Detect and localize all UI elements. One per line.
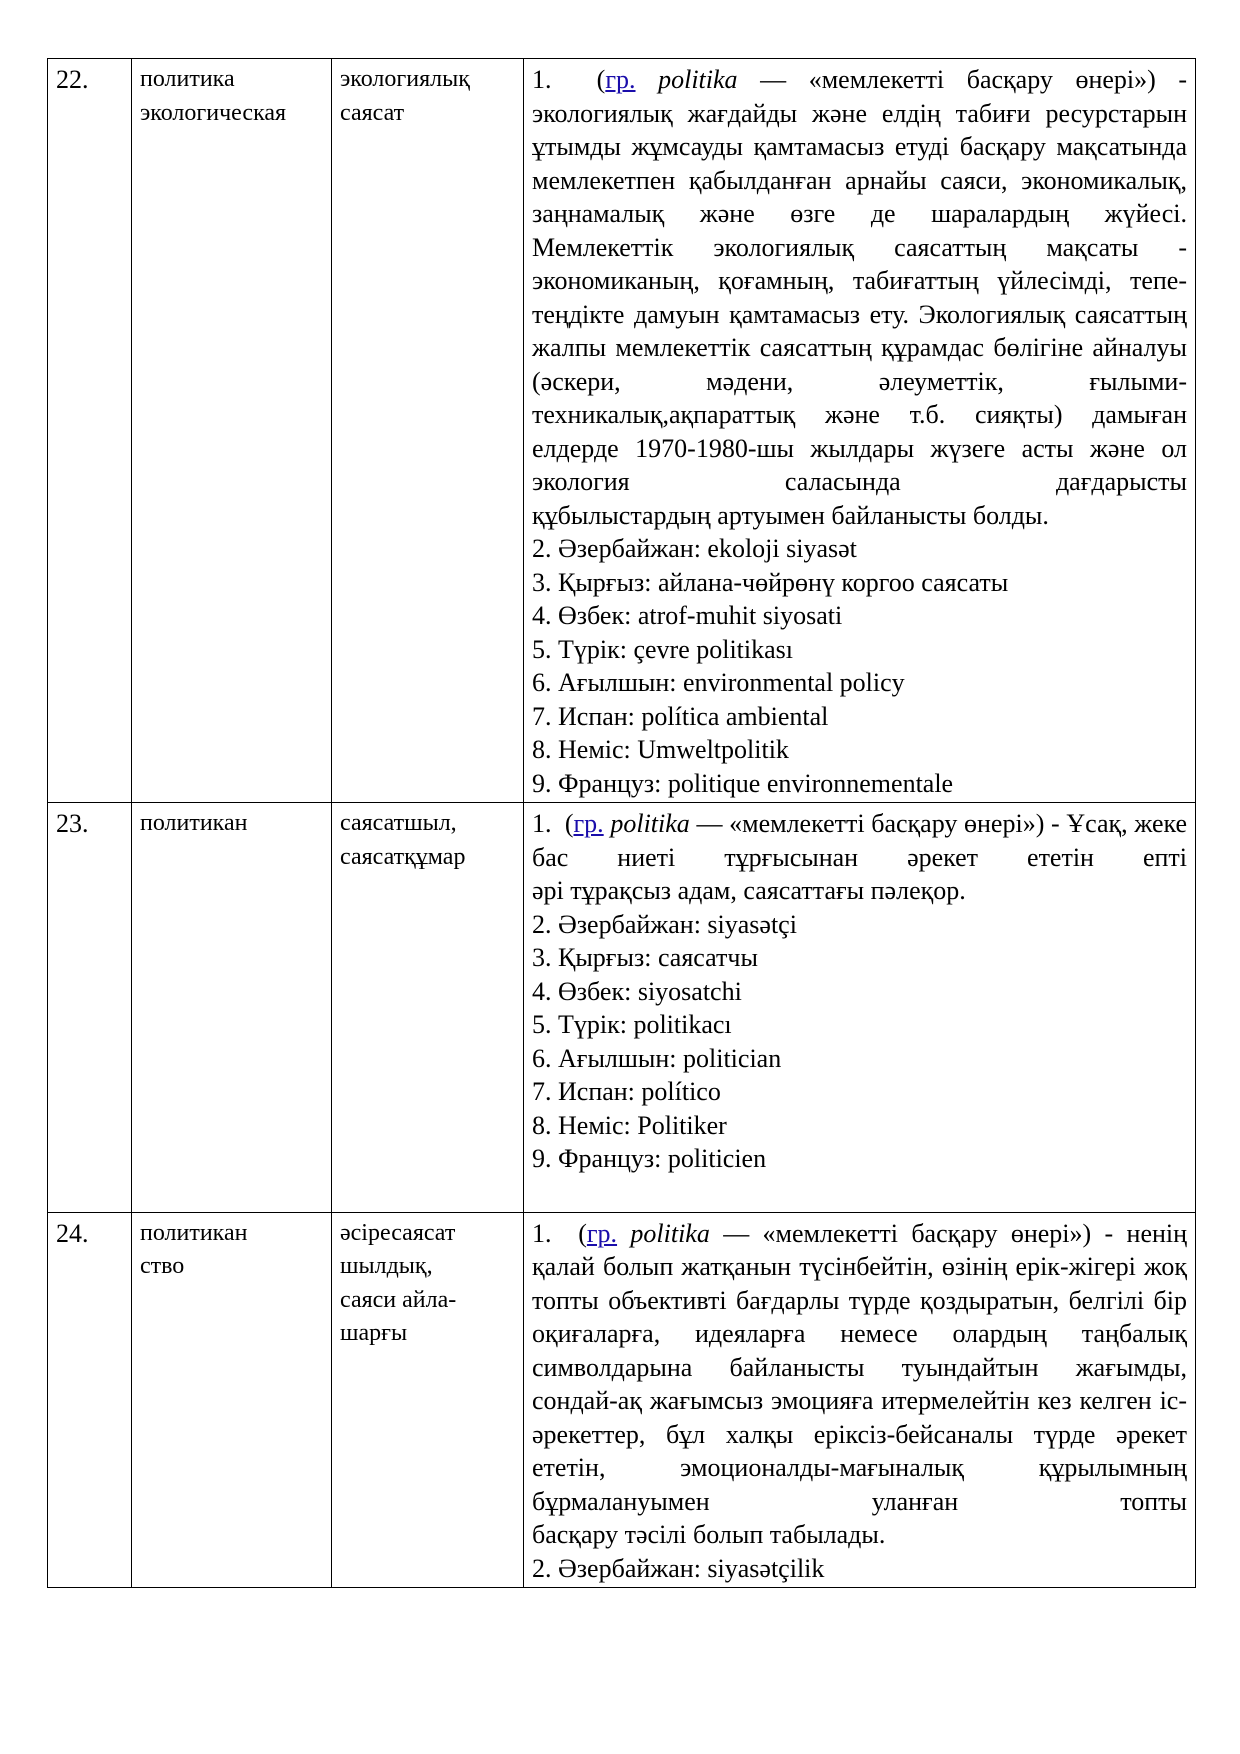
definition-body: ненің қалай болып жатқанын түсінбейтін, өзінің ерік-жігері жоқ топты объективті бағдарлы түрде қоздыратын, белгілі бір оқиғаларға, идеяларға немесе олардың таңбалық символдарына байланысты туындайтын жағымды, сондай-ақ жағымсыз эмоцияға итермелейтін кез келген іс-әрекеттер, бұл халқы еріксіз-бейсаналы түрде әрекет ететін, эмоционалды-мағыналық құрылымның бұрмалануымен уланған топты <box>532 1218 1188 1516</box>
kazakh-term-line: саясат <box>340 99 405 126</box>
translation-item: 4. Өзбек: atrof-muhit siyosati <box>532 601 843 630</box>
definition-tail: құбылыстардың артуымен байланысты болды. <box>532 500 1049 530</box>
latin-word: politika <box>658 65 738 94</box>
glossary-table <box>47 58 1196 1588</box>
russian-term <box>132 1212 332 1588</box>
kazakh-term-line: шарғы <box>340 1320 408 1346</box>
translation-item: 2. Әзербайжан: siyasətçilik <box>532 1553 825 1583</box>
kazakh-term-line: саяси айла- <box>340 1286 457 1313</box>
definition-text <box>532 807 1187 908</box>
translation-item: 8. Неміс: Politiker <box>532 1110 727 1140</box>
translation-list <box>532 532 1187 800</box>
greek-abbrev-link[interactable]: гр. <box>605 65 636 94</box>
definition-body: экологиялық жағдайды және елдің табиғи ресурстарын ұтымды жұмсауды қамтамасыз етуді басқару мақсатында мемлекетпен қабылданған арнайы саяси, экономикалық, заңнамалық және өзге де шаралардың жүйесі. Мемлекеттік экологиялық саясаттың мақсаты - экономиканың, қоғамның, табиғаттың үйлесімді, тепе-теңдікте дамуын қамтамасыз ету. Экологиялық саясаттың жалпы мемлекеттік саясаттың құрамдас бөлігіне айналуы (әскери, мәдени, әлеуметтік, ғылыми-техникалық,ақпараттық және т.б. сияқты) дамыған елдерде 1970-1980-шы жылдары жүзеге асты және ол экология саласында дағдарысты <box>532 98 1187 496</box>
definition-cell <box>524 1212 1196 1588</box>
translation-item: 5. Түрік: çevre politikası <box>532 634 794 664</box>
definition-number: 1. <box>532 65 552 94</box>
definition-number: 1. <box>532 1218 552 1248</box>
kazakh-term-line: әсіресаясат <box>340 1219 456 1246</box>
definition-cell <box>524 59 1196 803</box>
russian-term-line: ство <box>140 1253 185 1279</box>
kazakh-term <box>332 803 524 1213</box>
translation-item: 8. Неміс: Umweltpolitik <box>532 735 789 764</box>
entry-number: 23. <box>48 803 132 1213</box>
etymology: 1. (гр. politika — «мемлекетті басқару өнері») - <box>532 809 1060 838</box>
entry-number: 22. <box>48 59 132 803</box>
translation-item: 4. Өзбек: siyosatchi <box>532 976 742 1006</box>
translation-item: 2. Әзербайжан: siyasətçi <box>532 909 797 939</box>
translation-item: 5. Түрік: politikacı <box>532 1010 732 1039</box>
table-row <box>48 1212 1196 1588</box>
translation-list <box>532 908 1187 1210</box>
greek-abbrev-link[interactable]: гр. <box>586 1218 618 1248</box>
russian-term-line: политика <box>140 66 235 92</box>
translation-item: 6. Ағылшын: environmental policy <box>532 668 905 697</box>
latin-word: politika <box>630 1218 710 1248</box>
translation-item: 6. Ағылшын: politician <box>532 1043 782 1073</box>
table-row <box>48 59 1196 803</box>
translation-item: 9. Француз: politicien <box>532 1144 767 1173</box>
kazakh-term-line: саясатқұмар <box>340 843 466 870</box>
russian-term-line: экологическая <box>140 99 287 126</box>
kazakh-term-line: экологиялық <box>340 66 470 92</box>
kazakh-term <box>332 1212 524 1588</box>
latin-word: politika <box>610 809 690 838</box>
etymology-meaning: — «мемлекетті басқару өнері») - <box>760 65 1188 94</box>
definition-cell <box>524 803 1196 1213</box>
translation-item: 9. Француз: politique environnementale <box>532 768 954 798</box>
kazakh-term <box>332 59 524 803</box>
etymology-meaning: — «мемлекетті басқару өнері») - <box>723 1218 1114 1248</box>
definition-text <box>532 63 1187 532</box>
translation-item: 3. Қырғыз: айлана-чөйрөнү коргоо саясаты <box>532 567 1009 597</box>
translation-item: 3. Қырғыз: саясатчы <box>532 943 758 972</box>
translation-item: 7. Испан: político <box>532 1077 721 1106</box>
translation-item: 7. Испан: política ambiental <box>532 701 829 731</box>
etymology-meaning: — «мемлекетті басқару өнері») - <box>696 809 1060 838</box>
definition-tail: басқару тәсілі болып табылады. <box>532 1520 886 1549</box>
greek-abbrev-link[interactable]: гр. <box>573 809 604 838</box>
russian-term <box>132 59 332 803</box>
russian-term-line: политикан <box>140 810 248 836</box>
cell-spacer <box>532 1176 1187 1210</box>
definition-text <box>532 1217 1187 1552</box>
definition-tail: әрі тұрақсыз адам, саясаттағы пәлеқор. <box>532 876 966 905</box>
table-row <box>48 803 1196 1213</box>
etymology: 1. (гр. politika — «мемлекетті басқару өнері») - <box>532 1218 1114 1248</box>
etymology: 1. (гр. politika — «мемлекетті басқару өнері») - <box>532 65 1188 94</box>
translation-item: 2. Әзербайжан: ekoloji siyasət <box>532 534 857 563</box>
definition-body: Ұсақ, жеке бас ниеті тұрғысынан әрекет ететін епті <box>532 809 1188 872</box>
kazakh-term-line: шылдық, <box>340 1253 433 1279</box>
russian-term <box>132 803 332 1213</box>
definition-number: 1. <box>532 809 552 838</box>
translation-list <box>532 1552 1187 1586</box>
russian-term-line: политикан <box>140 1219 248 1246</box>
entry-number: 24. <box>48 1212 132 1588</box>
kazakh-term-line: саясатшыл, <box>340 810 457 836</box>
